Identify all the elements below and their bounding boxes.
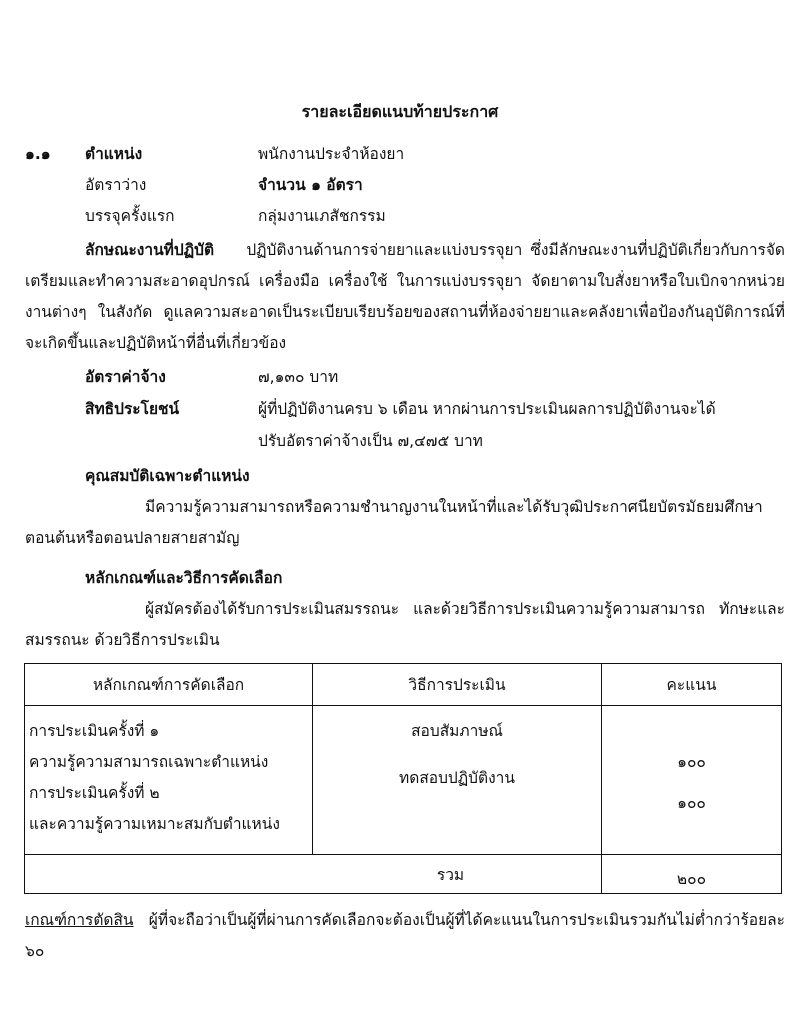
criteria-line-4: และความรู้ความเหมาะสมกับตำแหน่ง (29, 815, 280, 833)
vacancy-value: จำนวน ๑ อัตรา (258, 176, 363, 194)
first-placement-label: บรรจุครั้งแรก (85, 207, 175, 225)
judgement-text: ผู้ที่จะถือว่าเป็นผู้ที่ผ่านการคัดเลือกจะต้องเป็นผู้ที่ได้คะแนนในการประเมินรวมกันไม่ต่ำกว่าร้อยละ ๖๐ (25, 911, 785, 960)
method-practical-test: ทดสอบปฏิบัติงาน (399, 769, 515, 787)
judgement (25, 905, 785, 967)
table-row (25, 706, 782, 855)
criteria-line-2: ความรู้ความสามารถเฉพาะตำแหน่ง (29, 753, 269, 771)
selection-text: ผู้สมัครต้องได้รับการประเมินสมรรถนะ และด้วยวิธีการประเมินความรู้ความสามารถ ทักษะและสมรรถนะ ด้วยวิธีการประเมิน (25, 600, 785, 649)
job-description (25, 235, 785, 359)
judgement-label: เกณฑ์การตัดสิน (25, 911, 134, 929)
table-header-row (25, 664, 782, 706)
wage-label: อัตราค่าจ้าง (85, 368, 166, 386)
table-header-criteria: หลักเกณฑ์การคัดเลือก (25, 664, 313, 706)
method-cell (313, 706, 602, 855)
score-2: ๑๐๐ (677, 794, 706, 812)
wage-value: ๗,๑๓๐ บาท (258, 368, 339, 386)
qualifications-heading: คุณสมบัติเฉพาะตำแหน่ง (85, 467, 250, 485)
job-description-text: ปฏิบัติงานด้านการจ่ายยาและแบ่งบรรจุยา ซึ่งมีลักษณะงานที่ปฏิบัติเกี่ยวกับการจัดเตรียมและทำความสะอาดอุปกรณ์ เครื่องมือ เครื่องใช้ ในการแบ่งบรรจุยา จัดยาตามใบสั่งยาหรือใบเบิกจากหน่วยงานต่างๆ ในสังกัด ดูแลความสะอาดเป็นระเบียบเรียบร้อยของสถานที่ห้องจ่ายยาและคลังยาเพื่อป้องกันอุบัติการณ์ที่จะเกิดขึ้นและปฏิบัติหน้าที่อื่นที่เกี่ยวข้อง (25, 241, 785, 352)
position-label: ตำแหน่ง (85, 145, 143, 163)
position-value: พนักงานประจำห้องยา (258, 145, 405, 163)
page-title: รายละเอียดแนบท้ายประกาศ (301, 102, 499, 121)
selection-heading: หลักเกณฑ์และวิธีการคัดเลือก (85, 569, 283, 587)
criteria-cell (25, 706, 313, 855)
benefits-label: สิทธิประโยชน์ (85, 400, 180, 418)
benefits-line-1: ผู้ที่ปฏิบัติงานครบ ๖ เดือน หากผ่านการประเมินผลการปฏิบัติงานจะได้ (258, 400, 716, 418)
benefits-line-2: ปรับอัตราค่าจ้างเป็น ๗,๔๗๕ บาท (258, 432, 483, 450)
method-interview: สอบสัมภาษณ์ (411, 722, 503, 740)
qualifications-text: มีความรู้ความสามารถหรือความชำนาญงานในหน้าที่และได้รับวุฒิประกาศนียบัตรมัธยมศึกษาตอนต้นหรือตอนปลายสายสามัญ (25, 498, 763, 547)
job-description-label: ลักษณะงานที่ปฏิบัติ (85, 241, 215, 259)
total-score: ๒๐๐ (602, 855, 782, 894)
section-number: ๑.๑ (25, 145, 51, 163)
table-header-method: วิธีการประเมิน (313, 664, 602, 706)
score-1: ๑๐๐ (677, 753, 706, 771)
criteria-line-3: การประเมินครั้งที่ ๒ (29, 784, 160, 802)
score-cell (602, 706, 782, 855)
table-header-score: คะแนน (602, 664, 782, 706)
first-placement-value: กลุ่มงานเภสัชกรรม (258, 207, 386, 225)
total-label: รวม (25, 855, 602, 894)
criteria-line-1: การประเมินครั้งที่ ๑ (29, 722, 160, 740)
table-total-row (25, 855, 782, 894)
vacancy-label: อัตราว่าง (85, 176, 147, 194)
selection-criteria-table (24, 663, 782, 894)
